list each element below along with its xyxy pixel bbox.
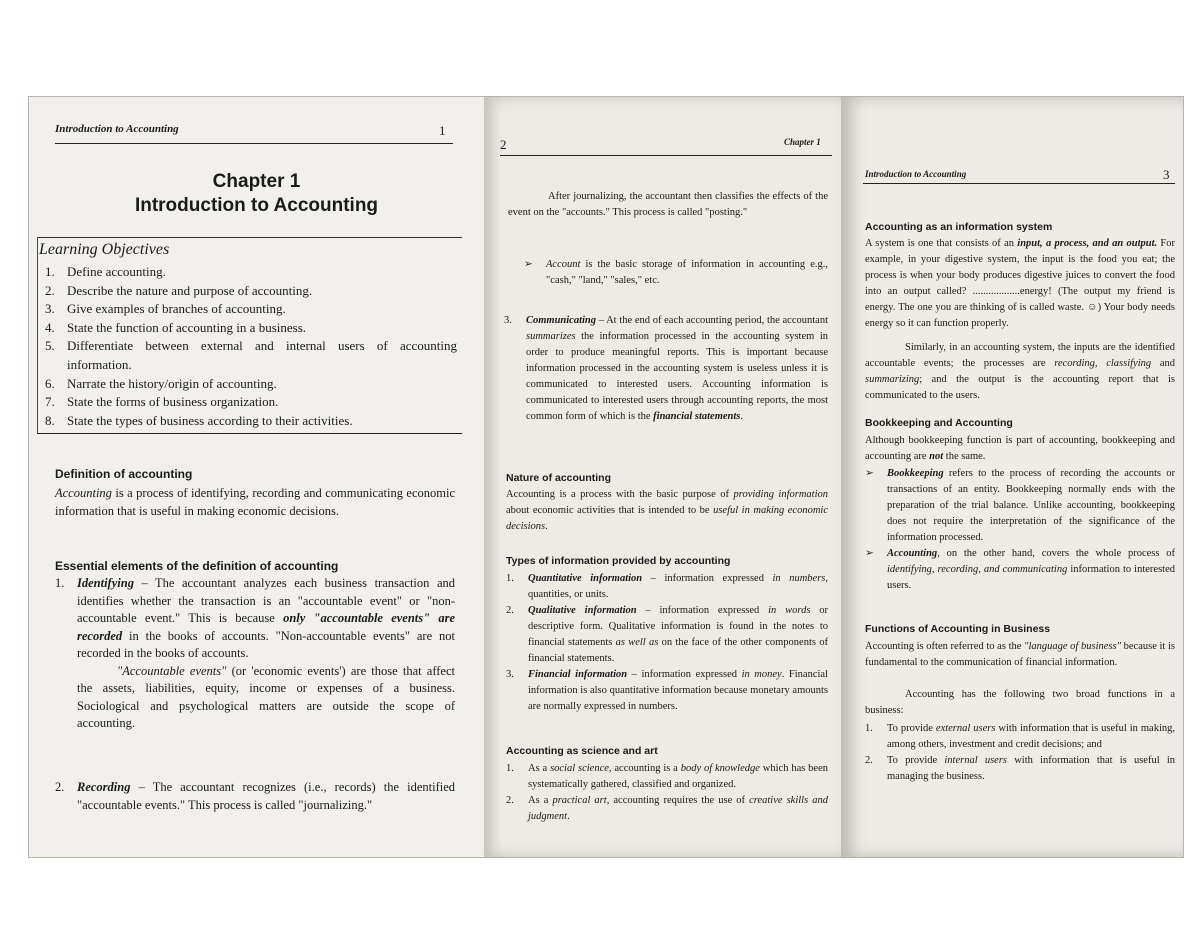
list-item: 1. Quantitative information – information expressed in numbers, quantities, or units. <box>506 573 828 600</box>
list-item: 2. To provide internal users with information that is useful in managing the business. <box>865 755 1175 782</box>
arrow-bullet-icon: ➢ <box>524 259 533 270</box>
page1-running-head: Introduction to Accounting <box>55 123 179 135</box>
page-3 <box>841 97 1183 857</box>
page1-number: 1 <box>439 123 446 138</box>
posting-paragraph: After journalizing, the accountant then classifies the effects of the event on the "accounts." This process is called "posting." <box>508 191 828 218</box>
essential-item-1: 1. Identifying – The accountant analyzes each business transaction and identifies whether the transaction is an "accountable event" or "non-accountable event." This is because only "accountable events" are recorded in the books of accounts. "Non-accountable events" are not recorded in the books of accounts. "Accountable events" (or 'economic events') are those that affect the assets, liabilities, equity, income or expenses of a business. Sociological and psychological matters are outside the scope of accounting. <box>55 576 455 730</box>
essential-item-2: 2. Recording – The accountant recognizes (i.e., records) the identified "accountable events." This process is called "journalizing." <box>55 780 455 812</box>
list-item: 2. Describe the nature and purpose of accounting. <box>45 282 313 298</box>
page3-running-head: Introduction to Accounting <box>865 169 967 179</box>
list-item: 4. State the function of accounting in a business. <box>45 319 307 335</box>
header-rule <box>55 143 453 144</box>
list-item: 1. To provide external users with information that is useful in making, among others, investment and credit decisions; and <box>865 723 1176 750</box>
essential-item-3: 3. Communicating – At the end of each accounting period, the accountant summarizes the information processed in the accounting system in order to produce meaningful reports. This is important because information processed in the accounting system is useless unless it is communicated to interested users. Accounting information is communicated to interested users through accounting reports, the most common form of which is the financial statements. <box>504 315 828 422</box>
bookkeeping-heading: Bookkeeping and Accounting <box>865 417 1013 429</box>
header-rule <box>500 155 832 156</box>
learning-objectives-title: Learning Objectives <box>39 241 170 258</box>
list-item: 3. Financial information – information expressed in money. Financial information is also quantitative information because monetary amounts are normally expressed in numbers. <box>506 669 828 712</box>
list-item: 7. State the forms of business organization. <box>45 394 279 410</box>
list-item: ➢ Accounting, on the other hand, covers the whole process of identifying, recording, and communicating information to interested users. <box>865 546 1175 594</box>
nature-heading: Nature of accounting <box>506 472 612 484</box>
functions-heading: Functions of Accounting in Business <box>865 623 1051 635</box>
page2-number: 2 <box>500 137 507 152</box>
list-item: 3. Give examples of branches of accounting. <box>45 301 286 317</box>
essential-heading: Essential elements of the definition of accounting <box>55 559 339 573</box>
account-bullet: ➢ Account is the basic storage of information in accounting e.g., "cash," "land," "sales," etc. <box>524 257 828 289</box>
list-item: 6. Narrate the history/origin of accounting. <box>45 375 277 391</box>
chapter-number: Chapter 1 <box>212 171 301 192</box>
page3-number: 3 <box>1163 167 1170 182</box>
functions-paragraph: Accounting is often referred to as the "language of business" because it is fundamental to the communication of financial information. <box>865 641 1175 668</box>
page2-running-head: Chapter 1 <box>784 137 821 147</box>
list-item: 8. State the types of business according to their activities. <box>45 412 353 428</box>
scanned-spread <box>28 96 1184 858</box>
list-item: ➢ Bookkeeping refers to the process of recording the accounts or transactions of an entity. Bookkeeping normally ends with the preparation of the trial balance. Unlike accounting, bookkeeping does not require the interpretation of the significance of the information processed. <box>865 466 1175 546</box>
science-heading: Accounting as science and art <box>506 745 658 757</box>
list-item: 1. Define accounting. <box>45 264 166 279</box>
page-1 <box>29 97 484 857</box>
bookkeeping-paragraph: Although bookkeeping function is part of accounting, bookkeeping and accounting are not the same. <box>865 435 1175 462</box>
definition-heading: Definition of accounting <box>55 467 193 481</box>
page-2 <box>484 97 841 857</box>
nature-paragraph: Accounting is a process with the basic purpose of providing information about economic activities that is intended to be useful in making economic decisions. <box>506 489 829 532</box>
types-heading: Types of information provided by accounting <box>506 555 731 567</box>
types-list <box>506 571 828 715</box>
objectives-list <box>45 263 457 430</box>
functions-list <box>865 721 1175 785</box>
arrow-bullet-icon: ➢ <box>865 548 874 559</box>
definition-paragraph: Accounting is a process of identifying, recording and communicating economic information that is useful in making economic decisions. <box>55 486 455 518</box>
list-item: 1. As a social science, accounting is a body of knowledge which has been systematically gathered, classified and organized. <box>506 763 829 790</box>
chapter-title: Introduction to Accounting <box>134 195 379 216</box>
header-rule <box>863 183 1175 184</box>
science-list <box>506 761 828 825</box>
bookkeeping-bullets <box>865 466 1175 594</box>
list-item: 2. Qualitative information – information expressed in words or descriptive form. Qualitative information is found in the notes to financial statements as well as on the face of the other components of financial statements. <box>506 605 828 664</box>
arrow-bullet-icon: ➢ <box>865 468 874 479</box>
list-item: 5. Differentiate between external and internal users of accounting information. <box>45 338 457 372</box>
functions-paragraph-2: Accounting has the following two broad functions in a business: <box>865 689 1175 716</box>
list-item: 2. As a practical art, accounting requires the use of creative skills and judgment. <box>506 795 828 822</box>
info-system-heading: Accounting as an information system <box>865 221 1053 233</box>
info-system-paragraph-2: Similarly, in an accounting system, the inputs are the identified accountable events; the processes are recording, classifying and summarizing; and the output is the accounting report that is communicated to the users. <box>865 342 1175 401</box>
info-system-paragraph: A system is one that consists of an input, a process, and an output. For example, in your digestive system, the input is the food you eat; the process is when your body produces digestive juices to convert the food into an output called? ..................energy! (The output my friend is energy. The one you are thinking of is called waste. ☺) Your body needs energy so it can function properly. <box>865 238 1175 329</box>
